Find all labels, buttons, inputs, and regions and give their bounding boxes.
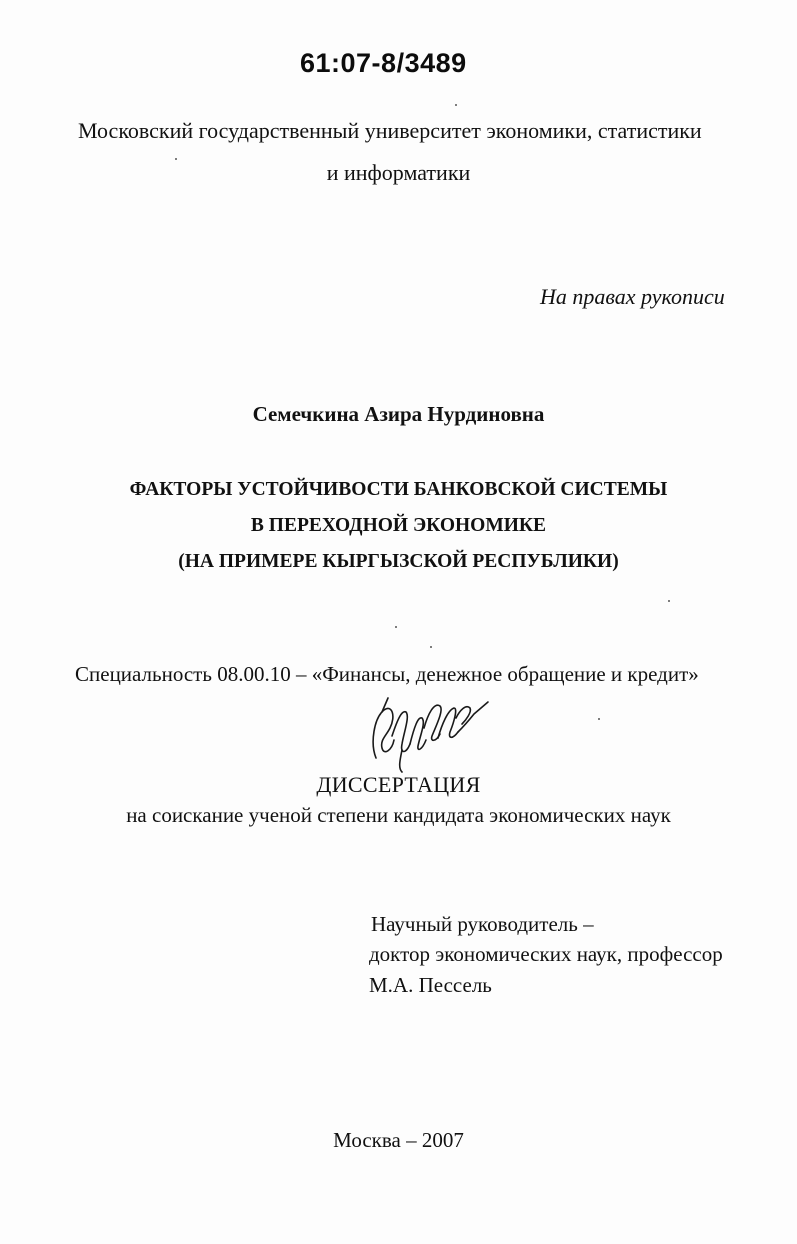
place-and-year: Москва – 2007 [333, 1128, 464, 1152]
institution-line-1: Московский государственный университет экономики, статистики [78, 118, 702, 143]
scan-speck [598, 718, 600, 720]
scan-speck [395, 626, 397, 628]
work-type: ДИССЕРТАЦИЯ [316, 772, 481, 797]
handwritten-signature [362, 688, 492, 778]
supervisor-role: Научный руководитель – [371, 912, 594, 936]
catalog-stamp: 61:07-8/3489 [300, 48, 467, 78]
supervisor-name: М.А. Пессель [369, 973, 492, 997]
scan-speck [175, 158, 177, 160]
specialty: Специальность 08.00.10 – «Финансы, денежное обращение и кредит» [75, 662, 699, 686]
scan-speck [455, 104, 457, 106]
scan-speck [668, 600, 670, 602]
supervisor-credentials: доктор экономических наук, профессор [369, 942, 723, 966]
title-line-2: В ПЕРЕХОДНОЙ ЭКОНОМИКЕ [250, 515, 547, 536]
title-line-3: (НА ПРИМЕРЕ КЫРГЫЗСКОЙ РЕСПУБЛИКИ) [178, 551, 619, 572]
institution-line-2: и информатики [326, 160, 471, 185]
title-line-1: ФАКТОРЫ УСТОЙЧИВОСТИ БАНКОВСКОЙ СИСТЕМЫ [129, 479, 668, 500]
scan-speck [430, 646, 432, 648]
manuscript-note: На правах рукописи [540, 284, 725, 309]
author-name: Семечкина Азира Нурдиновна [252, 402, 545, 426]
degree-line: на соискание ученой степени кандидата экономических наук [126, 803, 671, 827]
